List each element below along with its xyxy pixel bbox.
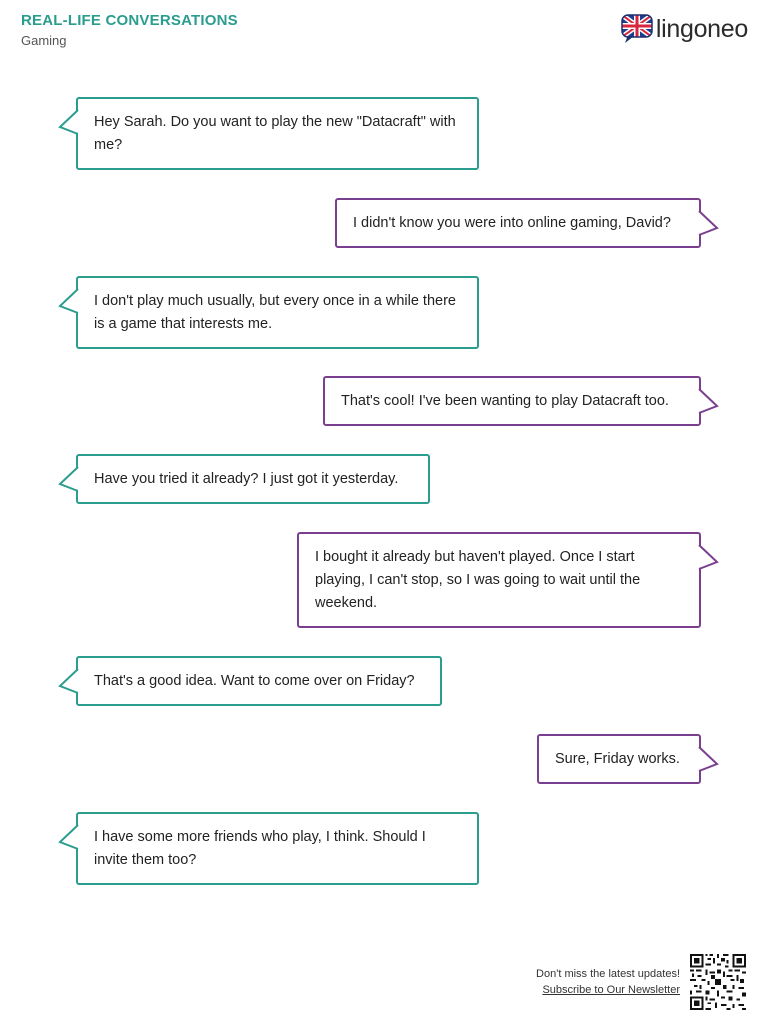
message-bubble-9 [76,812,479,885]
bubble-tail [59,466,79,492]
message-bubble-5 [76,454,430,504]
subscribe-newsletter-link[interactable]: Subscribe to Our Newsletter [542,984,680,996]
message-bubble-1 [76,97,479,170]
newsletter-footer [536,966,680,998]
message-bubble-3 [76,276,479,349]
logo-text: lingoneo [655,14,748,43]
message-bubble-4 [323,376,701,426]
bubble-tail [59,824,79,850]
bubble-tail [59,109,79,135]
message-text: Have you tried it already? I just got it yesterday. [94,471,399,487]
bubble-tail [59,668,79,694]
bubble-tail [698,210,718,236]
lingoneo-logo[interactable] [621,12,748,46]
bubble-tail [59,288,79,314]
message-text: That's cool! I've been wanting to play Datacraft too. [341,393,669,409]
uk-flag-chat-icon [621,13,653,45]
message-text: I have some more friends who play, I think. Should I invite them too? [94,829,426,868]
message-bubble-2 [335,198,701,248]
qr-code-icon[interactable] [690,954,746,1010]
message-bubble-7 [76,656,442,706]
message-text: I don't play much usually, but every once in a while there is a game that interests me. [94,293,456,332]
bubble-tail [698,544,718,570]
message-text: Hey Sarah. Do you want to play the new "Datacraft" with me? [94,114,456,153]
page-subtitle: Gaming [21,33,67,48]
message-text: That's a good idea. Want to come over on Friday? [94,673,415,689]
footer-updates-text: Don't miss the latest updates! [536,968,680,980]
message-bubble-6 [297,532,701,628]
bubble-tail [698,388,718,414]
page-title: REAL-LIFE CONVERSATIONS [21,12,238,29]
message-bubble-8 [537,734,701,784]
message-text: I bought it already but haven't played. Once I start playing, I can't stop, so I was going to wait until the weekend. [315,549,641,611]
bubble-tail [698,746,718,772]
message-text: Sure, Friday works. [555,751,680,767]
message-text: I didn't know you were into online gaming, David? [353,215,671,231]
